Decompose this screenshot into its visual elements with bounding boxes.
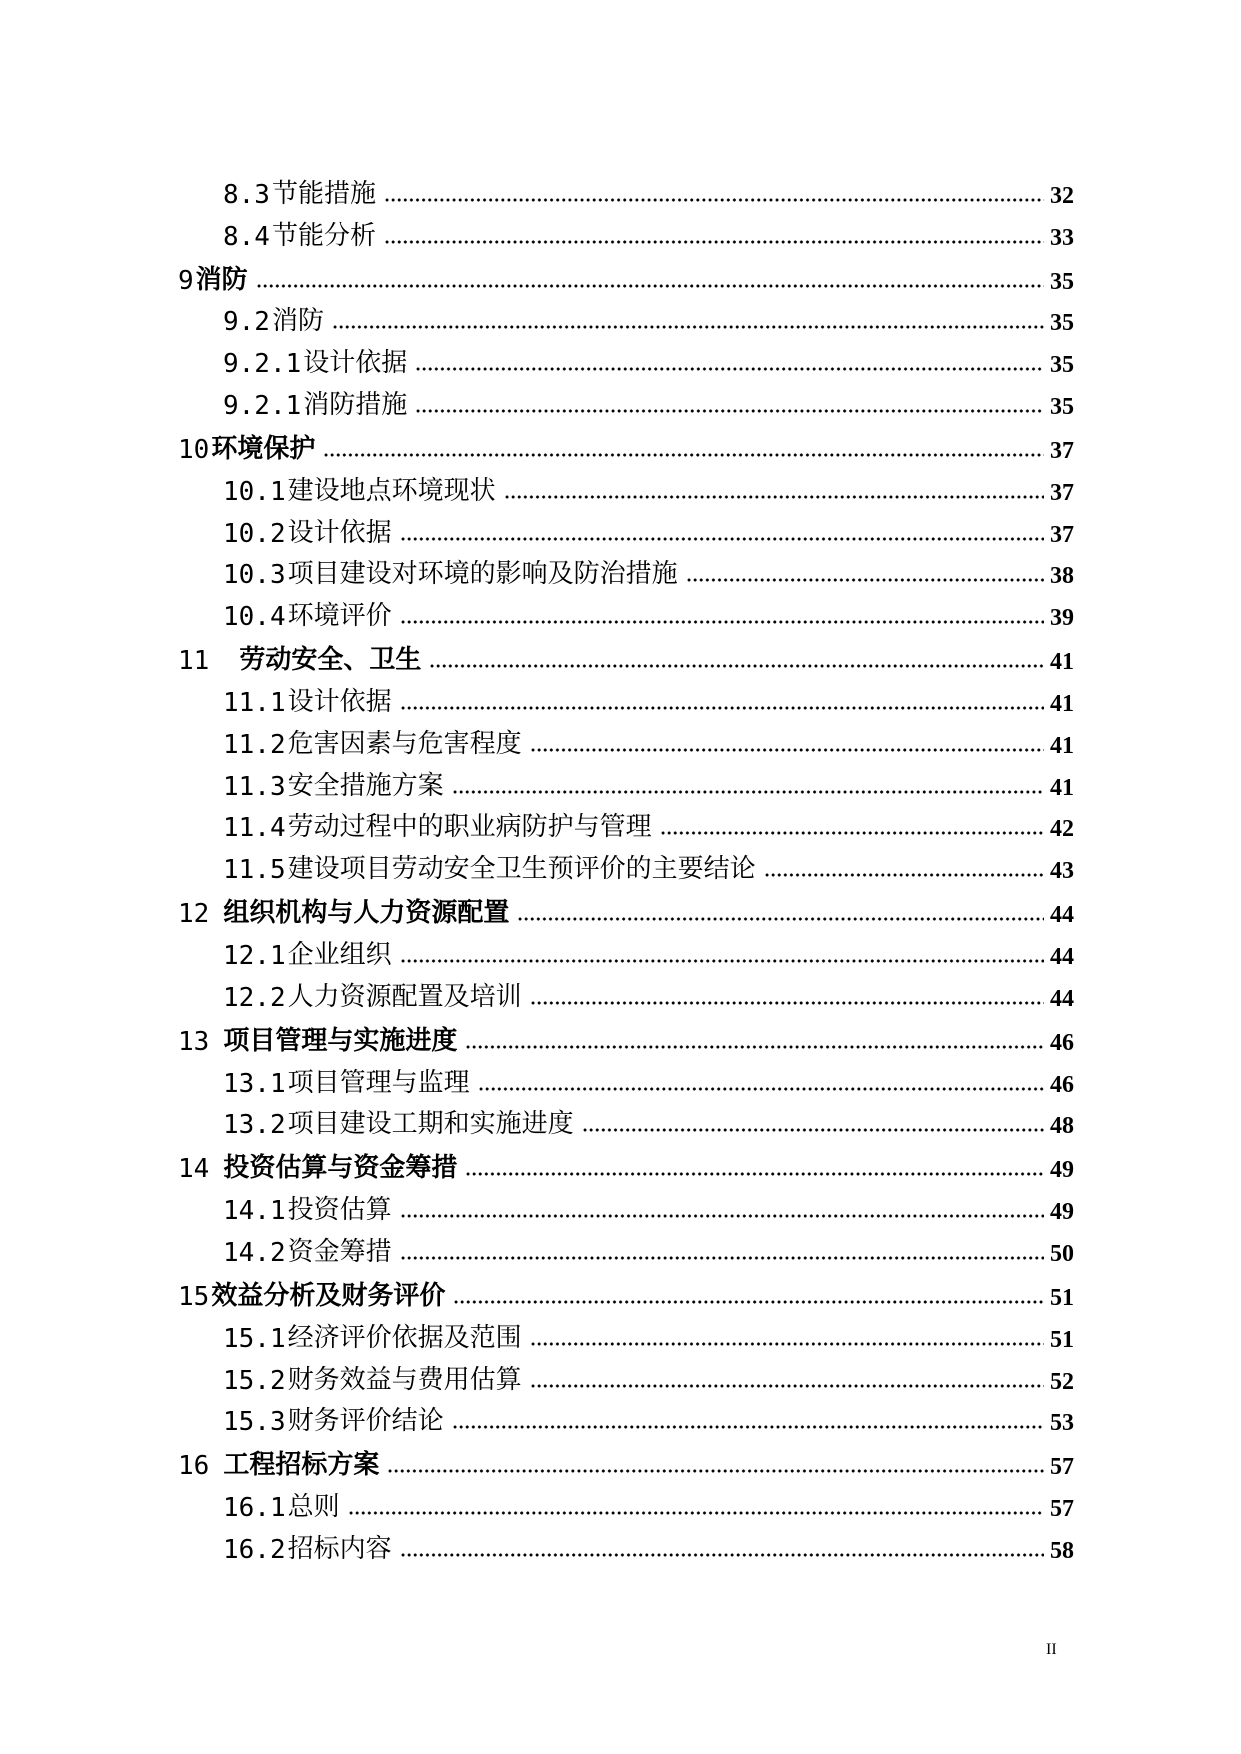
dot-leader [452,788,1044,796]
dot-leader [384,196,1044,204]
toc-entry[interactable] [178,1226,1074,1268]
toc-chapter-page: 41 [1050,649,1074,676]
toc-entry-number: 10.2 [223,518,286,549]
toc-entry-page: 37 [1050,521,1074,548]
toc-chapter[interactable] [178,252,1074,296]
toc-entry-number: 16.2 [223,1534,286,1565]
toc-entry[interactable] [178,802,1074,844]
dot-leader [660,829,1044,837]
toc-entry-page: 50 [1050,1240,1074,1267]
toc-entry[interactable] [178,676,1074,718]
dot-leader [686,576,1044,584]
toc-entry-page: 48 [1050,1113,1074,1140]
toc-entry-title: 经济评价依据及范围 [287,1322,522,1353]
toc-chapter-page: 49 [1050,1157,1074,1184]
toc-entry-number: 9.2.1 [223,390,302,421]
dot-leader [465,1170,1044,1178]
toc-chapter-page: 37 [1050,437,1074,464]
dot-leader [530,1340,1044,1348]
dot-leader [400,535,1044,543]
toc-entry-page: 41 [1050,774,1074,801]
toc-entry[interactable] [178,1354,1074,1396]
page-number: II [1046,1641,1057,1658]
toc-chapter-title: 项目管理与实施进度 [223,1025,458,1056]
toc-entry-page: 35 [1050,310,1074,337]
toc-entry[interactable] [178,210,1074,252]
toc-entry-number: 12.2 [223,982,286,1013]
toc-entry-title: 招标内容 [287,1533,392,1564]
toc-entry-title: 企业组织 [287,939,392,970]
toc-entry-number: 13.2 [223,1110,286,1141]
toc-entry-title: 节能措施 [271,178,376,209]
toc-chapter-title: 劳动安全、卫生 [239,645,422,676]
dot-leader [415,407,1044,415]
toc-entry-page: 39 [1050,605,1074,632]
toc-chapter-number: 11 [178,646,210,677]
toc-entry-page: 42 [1050,816,1074,843]
toc-chapter-number: 12 [178,899,210,930]
dot-leader [530,1382,1044,1390]
toc-entry[interactable] [178,1396,1074,1438]
dot-leader [530,999,1044,1007]
toc-chapter[interactable] [178,1140,1074,1184]
toc-entry[interactable] [178,760,1074,802]
toc-entry-page: 49 [1050,1199,1074,1226]
toc-entry-number: 10.1 [223,476,286,507]
dot-leader [384,238,1044,246]
toc-entry-number: 11.5 [223,855,286,886]
toc-entry-number: 11.2 [223,729,286,760]
toc-entry-page: 41 [1050,690,1074,717]
toc-entry-page: 43 [1050,858,1074,885]
toc-entry[interactable] [178,168,1074,210]
dot-leader [400,618,1044,626]
toc-chapter-title: 环境保护 [211,433,316,464]
toc-chapter-title: 投资估算与资金筹措 [223,1153,458,1184]
toc-chapter-page: 57 [1050,1454,1074,1481]
toc-entry-page: 35 [1050,393,1074,420]
toc-entry[interactable] [178,1312,1074,1354]
toc-entry-number: 9.2 [223,307,270,338]
toc-entry-title: 环境评价 [287,601,392,632]
toc-entry-title: 总则 [287,1492,340,1523]
toc-chapter-number: 15 [178,1281,210,1312]
toc-entry-title: 安全措施方案 [287,770,444,801]
toc-entry-page: 52 [1050,1368,1074,1395]
toc-entry-number: 13.1 [223,1068,286,1099]
toc-entry-page: 35 [1050,352,1074,379]
toc-entry-title: 劳动过程中的职业病防护与管理 [287,812,652,843]
dot-leader [453,1298,1044,1306]
dot-leader [478,1085,1044,1093]
dot-leader [400,1254,1044,1262]
toc-entry-number: 8.3 [223,179,270,210]
toc-entry-title: 资金筹措 [287,1236,392,1267]
toc-entry[interactable] [178,1057,1074,1099]
toc-entry-number: 10.4 [223,602,286,633]
toc-entry-title: 设计依据 [287,517,392,548]
toc-entry-title: 财务评价结论 [287,1406,444,1437]
toc-entry-number: 11.4 [223,813,286,844]
toc-entry-title: 建设项目劳动安全卫生预评价的主要结论 [287,854,756,885]
toc-entry-number: 15.1 [223,1323,286,1354]
toc-entry-number: 8.4 [223,221,270,252]
toc-entry-number: 15.3 [223,1407,286,1438]
toc-chapter-page: 51 [1050,1284,1074,1311]
toc-entry-title: 设计依据 [287,686,392,717]
toc-entry[interactable] [178,507,1074,549]
dot-leader [530,746,1044,754]
toc-entry-number: 10.3 [223,560,286,591]
dot-leader [348,1509,1044,1517]
dot-leader [504,493,1044,501]
toc-chapter[interactable] [178,1013,1074,1057]
toc-chapter-title: 组织机构与人力资源配置 [223,898,510,929]
dot-leader [429,662,1044,670]
dot-leader [452,1423,1044,1431]
toc-entry-number: 11.1 [223,687,286,718]
dot-leader [465,1043,1044,1051]
toc-chapter-page: 46 [1050,1029,1074,1056]
toc-entry[interactable] [178,1184,1074,1226]
toc-chapter[interactable] [178,632,1074,676]
toc-entry-title: 设计依据 [303,348,408,379]
toc-chapter[interactable] [178,885,1074,929]
toc-entry[interactable] [178,1099,1074,1141]
dot-leader [400,1212,1044,1220]
toc-entry-page: 33 [1050,224,1074,251]
toc-entry[interactable] [178,843,1074,885]
toc-entry-number: 14.2 [223,1237,286,1268]
toc-chapter-number: 9 [178,265,194,296]
dot-leader [256,282,1044,290]
toc-entry-title: 投资估算 [287,1195,392,1226]
toc-entry[interactable] [178,718,1074,760]
toc-entry-page: 41 [1050,732,1074,759]
toc-chapter[interactable] [178,1268,1074,1312]
dot-leader [764,871,1044,879]
toc-entry-page: 51 [1050,1326,1074,1353]
dot-leader [415,365,1044,373]
toc-entry-title: 建设地点环境现状 [287,475,496,506]
toc-entry-title: 节能分析 [271,220,376,251]
toc-chapter[interactable] [178,421,1074,465]
toc-entry-number: 15.2 [223,1365,286,1396]
toc-chapter-number: 16 [178,1451,210,1482]
toc-entry[interactable] [178,590,1074,632]
toc-chapter-title: 工程招标方案 [223,1450,380,1481]
toc-entry-title: 危害因素与危害程度 [287,728,522,759]
toc-entry[interactable] [178,929,1074,971]
toc-entry-page: 57 [1050,1496,1074,1523]
dot-leader [332,323,1044,331]
toc-entry[interactable] [178,1523,1074,1565]
toc-entry-page: 53 [1050,1410,1074,1437]
toc-entry-number: 11.3 [223,771,286,802]
toc-chapter[interactable] [178,1437,1074,1481]
toc-entry-title: 消防措施 [303,389,408,420]
toc-entry-page: 58 [1050,1537,1074,1564]
toc-entry[interactable] [178,379,1074,421]
toc-entry-page: 46 [1050,1071,1074,1098]
dot-leader [400,1551,1044,1559]
toc-entry-number: 14.1 [223,1196,286,1227]
toc-chapter-title: 消防 [195,264,248,295]
toc-entry[interactable] [178,549,1074,591]
toc-chapter-page: 44 [1050,902,1074,929]
toc-entry-page: 44 [1050,943,1074,970]
toc-entry-page: 44 [1050,985,1074,1012]
dot-leader [387,1467,1044,1475]
dot-leader [582,1126,1044,1134]
toc-entry[interactable] [178,971,1074,1013]
toc-entry-title: 项目建设对环境的影响及防治措施 [287,559,678,590]
dot-leader [400,704,1044,712]
toc-entry[interactable] [178,296,1074,338]
toc-entry-title: 人力资源配置及培训 [287,981,522,1012]
toc-entry-page: 37 [1050,479,1074,506]
toc-chapter-title: 效益分析及财务评价 [211,1280,446,1311]
toc-entry-page: 32 [1050,182,1074,209]
toc-entry-title: 项目管理与监理 [287,1067,470,1098]
toc-chapter-number: 13 [178,1026,210,1057]
dot-leader [517,915,1044,923]
toc-chapter-number: 10 [178,434,210,465]
dot-leader [400,957,1044,965]
dot-leader [323,451,1044,459]
toc-entry-number: 12.1 [223,940,286,971]
table-of-contents [178,168,1074,1565]
toc-entry[interactable] [178,337,1074,379]
toc-entry[interactable] [178,1481,1074,1523]
toc-chapter-number: 14 [178,1154,210,1185]
toc-entry-page: 38 [1050,563,1074,590]
toc-entry-title: 财务效益与费用估算 [287,1364,522,1395]
toc-entry-title: 项目建设工期和实施进度 [287,1109,574,1140]
toc-entry-title: 消防 [271,306,324,337]
toc-entry[interactable] [178,465,1074,507]
toc-chapter-page: 35 [1050,268,1074,295]
toc-entry-number: 16.1 [223,1493,286,1524]
toc-entry-number: 9.2.1 [223,349,302,380]
